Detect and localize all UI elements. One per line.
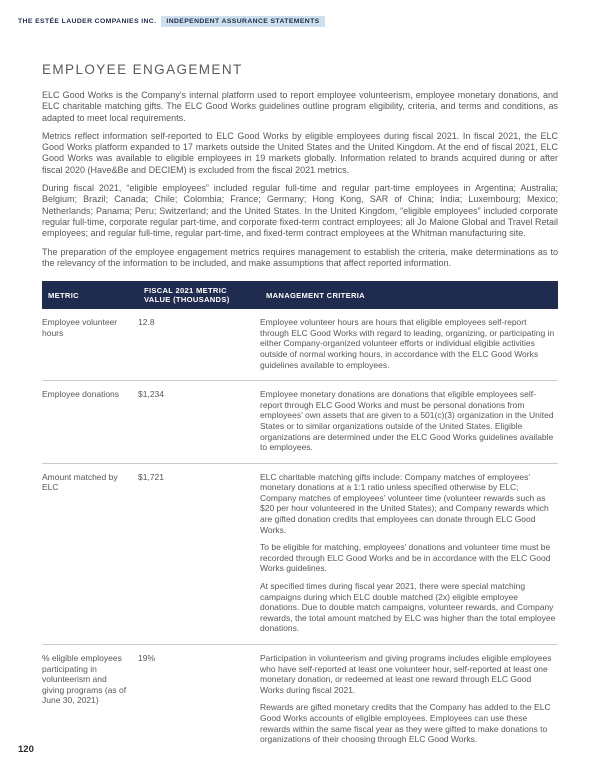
criteria-paragraph: Rewards are gifted monetary credits that the Company has added to the ELC Good Works accounts of eligible employees. Employees can use these rewards within the same fiscal year as they were gifted to make donations to organizations of their choosing through ELC Good Works. xyxy=(260,702,551,745)
intro-paragraph-2: Metrics reflect information self-reported to ELC Good Works by eligible employees during fiscal 2021. In fiscal 2021, the ELC Good Works platform expanded to 17 markets outside the United States and the United Kingdom. At the end of fiscal 2021, ELC Good Works was available to eligible employees in 19 markets globally. Information related to brands acquired during or after fiscal 2020 (Have&Be and DECIEM) is excluded from the fiscal 2021 metrics. xyxy=(42,130,558,175)
metric-label: Employee donations xyxy=(42,389,120,400)
intro-paragraph-1: ELC Good Works is the Company’s internal platform used to report employee volunteerism, employee monetary donations, and ELC charitable matching gifts. The ELC Good Works guidelines outline program eligibility, criteria, and terms and conditions, as adapted to meet local requirements. xyxy=(42,90,558,123)
assurance-statements-badge: INDEPENDENT ASSURANCE STATEMENTS xyxy=(161,16,324,27)
criteria-paragraph: To be eligible for matching, employees’ donations and volunteer time must be recorded through ELC Good Works and be in accordance with the ELC Good Works guidelines. xyxy=(260,542,551,574)
criteria-paragraph: Employee monetary donations are donations that eligible employees self-report through ELC Good Works and must be personal donations from employees’ own assets that are given to a 501(c)(3) organization in the United States or to similar organizations outside of the United States. Eligible organizations are determined under the ELC Good Works guidelines available to employees. xyxy=(260,389,554,453)
page-number: 120 xyxy=(18,744,34,755)
column-header-value: FISCAL 2021 METRIC VALUE (THOUSANDS) xyxy=(144,286,230,305)
intro-paragraph-4: The preparation of the employee engagement metrics requires management to establish the criteria, make determinations as to the relevancy of the information to be included, and make assumptions that affect reported information. xyxy=(42,246,558,268)
page-header xyxy=(18,16,582,27)
table-header-row xyxy=(42,281,558,309)
metric-label: Employee volunteer hours xyxy=(42,317,118,338)
criteria-paragraph: Employee volunteer hours are hours that eligible employees self-report through ELC Good Works with regard to leading, organizing, or participating in either Company-organized volunteer efforts or individual eligible activities outside of normal working hours, in accordance with the ELC Good Works guidelines available to employees. xyxy=(260,317,555,370)
table-row-participation-rate xyxy=(42,645,558,755)
criteria-paragraph: At specified times during fiscal year 2021, there were special matching campaigns during which ELC double matched (2x) eligible employee donations. Due to double match campaigns, volunteer rewards, and Company rewards, the total amount matched by ELC was higher than the total employee donations. xyxy=(260,581,556,634)
column-header-metric: METRIC xyxy=(48,290,79,300)
criteria-cell xyxy=(260,389,558,453)
metric-value: 19% xyxy=(138,653,156,663)
table-row-amount-matched xyxy=(42,464,558,645)
metric-label: % eligible employees participating in volunteerism and giving programs (as of June 30, 2021) xyxy=(42,653,127,706)
metric-value: $1,234 xyxy=(138,389,164,400)
criteria-cell xyxy=(260,653,558,745)
criteria-cell xyxy=(260,472,558,634)
table-row-employee-donations xyxy=(42,381,558,464)
intro-paragraph-3: During fiscal 2021, “eligible employees” included regular full-time and regular part-time employees in Argentina; Australia; Belgium; Brazil; Canada; Chile; Colombia; France; Germany; Hong Kong, SAR of China; India; Luxembourg; Mexico; Netherlands; Panama; Peru; Switzerland; and the United States. In the United Kingdom, “eligible employees” included corporate regular full-time, corporate regular part-time, and corporate fixed-term contract employees; all Jo Malone Global and Travel Retail employees; and regular full-time, regular part-time, and fixed-term contract employees at the Whitman manufacturing site. xyxy=(42,183,558,239)
main-content xyxy=(42,62,558,755)
criteria-paragraph: ELC charitable matching gifts include: Company matches of employees’ monetary donations at a 1:1 ratio unless specified otherwise by ELC; Company matches of employees’ volunteer time (volunteer rewards such as $20 per hour volunteered in the United States); and Company rewards which are gifted donation credits that employees can donate through ELC Good Works. xyxy=(260,471,549,535)
criteria-cell xyxy=(260,317,558,370)
criteria-paragraph: Participation in volunteerism and giving programs includes eligible employees who have self-reported at least one volunteer hour, self-reported at least one monetary donation, or redeemed at least one reward through ELC Good Works during fiscal 2021. xyxy=(260,653,552,695)
table-row-volunteer-hours xyxy=(42,309,558,381)
metrics-table xyxy=(42,281,558,755)
metric-value: $1,721 xyxy=(138,471,164,482)
column-header-criteria: MANAGEMENT CRITERIA xyxy=(266,290,365,300)
company-brand: THE ESTÉE LAUDER COMPANIES INC. xyxy=(18,18,157,25)
metric-label: Amount matched by ELC xyxy=(42,471,118,493)
metric-value: 12.8 xyxy=(138,317,155,328)
section-title: EMPLOYEE ENGAGEMENT xyxy=(42,62,243,77)
